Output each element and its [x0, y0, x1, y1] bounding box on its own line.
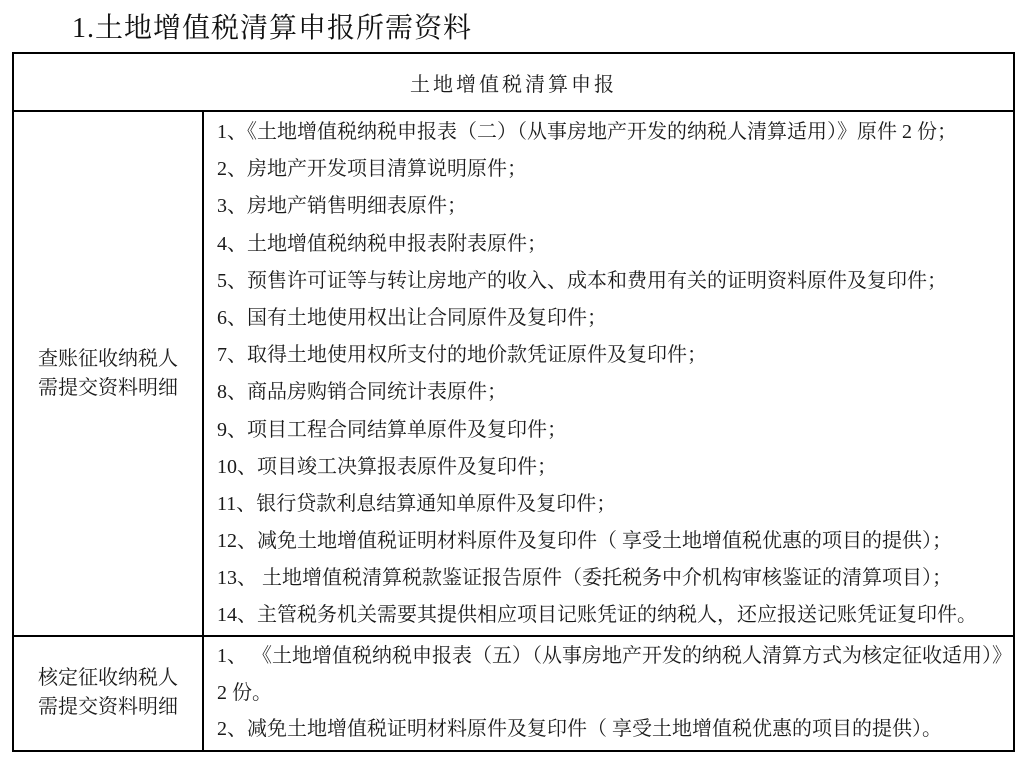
table-row-audit-collection [14, 112, 1013, 637]
list-item: 7、取得土地使用权所支付的地价款凭证原件及复印件； [217, 344, 707, 367]
list-item: 9、项目工程合同结算单原件及复印件； [217, 418, 567, 441]
list-item: 6、国有土地使用权出让合同原件及复印件； [217, 306, 607, 329]
list-item: 10、项目竣工决算报表原件及复印件； [217, 455, 557, 478]
list-item: 4、土地增值税纳税申报表附表原件； [217, 232, 547, 255]
list-item: 1、《土地增值税纳税申报表（二）（从事房地产开发的纳税人清算适用）》原件 2 份； [217, 121, 957, 143]
requirements-table [12, 52, 1015, 752]
row-label-line: 查账征收纳税人 [38, 347, 178, 370]
table-row-assessed-collection [14, 637, 1013, 750]
row-content-assessed-collection [204, 637, 1013, 750]
list-item: 12、减免土地增值税证明材料原件及复印件（ 享受土地增值税优惠的项目的提供）； [217, 530, 952, 553]
page-title: 1.土地增值税清算申报所需资料 [72, 13, 473, 44]
list-item: 11、银行贷款利息结算通知单原件及复印件； [217, 492, 617, 515]
list-item: 1、 《土地增值税纳税申报表（五）（从事房地产开发的纳税人清算方式为核定征收适用）》2 份。 [217, 645, 1002, 704]
list-item: 2、房地产开发项目清算说明原件； [217, 158, 527, 181]
row-label-line: 核定征收纳税人 [38, 667, 178, 690]
list-item: 13、 土地增值税清算税款鉴证报告原件（委托税务中介机构审核鉴证的清算项目）； [217, 567, 952, 590]
row-content-audit-collection [204, 112, 1013, 635]
row-label-audit-collection [14, 112, 204, 635]
table-header: 土地增值税清算申报 [14, 54, 1013, 112]
row-label-line: 需提交资料明细 [38, 376, 178, 399]
list-item: 14、主管税务机关需要其提供相应项目记账凭证的纳税人，还应报送记账凭证复印件。 [217, 604, 977, 627]
list-item: 2、减免土地增值税证明材料原件及复印件（ 享受土地增值税优惠的项目的提供）。 [217, 718, 942, 740]
list-item: 8、商品房购销合同统计表原件； [217, 381, 507, 404]
list-item: 5、预售许可证等与转让房地产的收入、成本和费用有关的证明资料原件及复印件； [217, 269, 947, 292]
row-label-assessed-collection [14, 637, 204, 750]
row-label-line: 需提交资料明细 [38, 696, 178, 719]
list-item: 3、房地产销售明细表原件； [217, 195, 467, 218]
